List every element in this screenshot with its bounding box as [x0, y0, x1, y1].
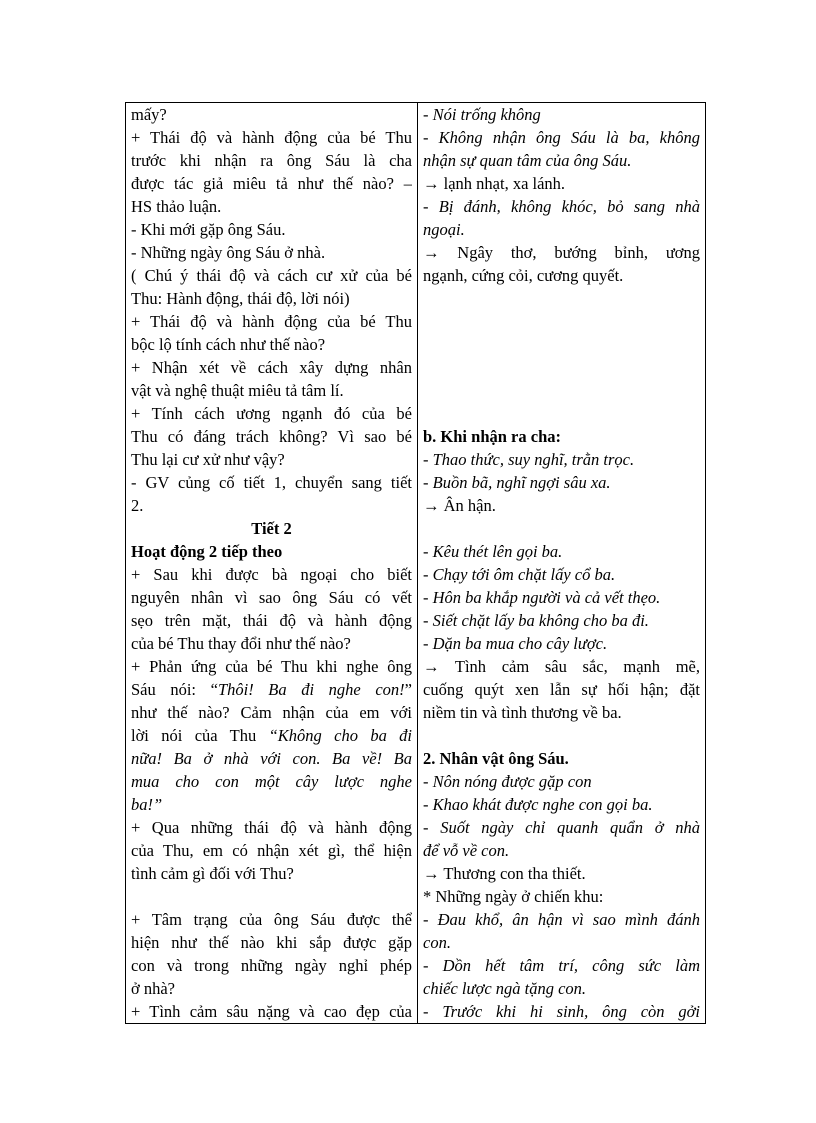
right_column-line: → lạnh nhạt, xa lánh. [423, 174, 566, 193]
right_column-line: - Trước khi hi sinh, ông còn gởi [423, 1002, 700, 1021]
right_column-line: - Hôn ba khắp người và cả vết thẹo. [423, 588, 661, 607]
left_column-line: trước khi nhận ra ông Sáu là cha [131, 151, 412, 170]
right_column-line: - Không nhận ông Sáu là ba, không [423, 128, 700, 147]
right_column-line [423, 356, 700, 379]
left_column-line: tình cảm gì đối với Thu? [131, 864, 294, 883]
right_column-line: → Ân hận. [423, 496, 496, 515]
left_column-line: + Qua những thái độ và hành động [131, 818, 412, 837]
right_column-line: - Đau khổ, ân hận vì sao mình đánh [423, 910, 700, 929]
left_column-line: nữa! Ba ở nhà với con. Ba về! Ba [131, 749, 412, 768]
teacher-activity-column [126, 103, 418, 1024]
right_column-line [423, 379, 700, 402]
right_column-line: - Buồn bã, nghĩ ngợi sâu xa. [423, 473, 611, 492]
left_column-line: của Thu, em có nhận xét gì, thể hiện [131, 841, 412, 860]
left_column-line: + Tình cảm sâu nặng và cao đẹp của [131, 1002, 412, 1021]
right_column-line: con. [423, 933, 451, 952]
left_column-line: - GV củng cố tiết 1, chuyển sang tiết [131, 473, 412, 492]
left_column-line: hiện như thế nào khi sắp được gặp [131, 933, 412, 952]
right_column-line: → Ngây thơ, bướng bỉnh, ương [423, 243, 700, 262]
left_column-line: như thế nào? Cảm nhận của em với [131, 703, 412, 722]
right_column-line: - Siết chặt lấy ba không cho ba đi. [423, 611, 649, 630]
right_column-line [423, 724, 700, 747]
left_column-line: Thu: Hành động, thái độ, lời nói) [131, 289, 350, 308]
right_column-line: → Thương con tha thiết. [423, 864, 586, 883]
left_column-line: + Sau khi được bà ngoại cho biết [131, 565, 412, 584]
left_column-line [131, 885, 412, 908]
right_column-line: để vỗ về con. [423, 841, 510, 860]
left_column-line: - Những ngày ông Sáu ở nhà. [131, 243, 326, 262]
left_column-line: Hoạt động 2 tiếp theo [131, 542, 283, 561]
left_column-line: của bé Thu thay đổi như thế nào? [131, 634, 351, 653]
left_column-line: + Thái độ và hành động của bé Thu [131, 312, 412, 331]
right_column-line: - Nói trống không [423, 105, 541, 124]
right_column-line: - Khao khát được nghe con gọi ba. [423, 795, 653, 814]
left_column-line: + Thái độ và hành động của bé Thu [131, 128, 412, 147]
left_column-line: Thu có đáng trách không? Vì sao bé [131, 427, 412, 446]
left_column-line: mua cho con một cây lược nghe [131, 772, 412, 791]
table-row [126, 103, 706, 1024]
right_column-line: 2. Nhân vật ông Sáu. [423, 749, 569, 768]
right_column-line: chiếc lược ngà tặng con. [423, 979, 587, 998]
right_column-line: cuống quýt xen lẫn sự hối hận; đặt [423, 680, 700, 699]
content-column [418, 103, 706, 1024]
right_column-line: ngoại. [423, 220, 465, 239]
left_column-line: lời nói của Thu “Không cho ba đi [131, 726, 412, 745]
left_column-line: + Phản ứng của bé Thu khi nghe ông [131, 657, 412, 676]
left_column-line: + Tâm trạng của ông Sáu được thể [131, 910, 412, 929]
left_column-line: + Tính cách ương ngạnh đó của bé [131, 404, 412, 423]
right_column-line: - Dồn hết tâm trí, công sức làm [423, 956, 700, 975]
left_column-line: ( Chú ý thái độ và cách cư xử của bé [131, 266, 412, 285]
right_column-line: b. Khi nhận ra cha: [423, 427, 561, 446]
left_column-line: Sáu nói: “Thôi! Ba đi nghe con!” [131, 680, 412, 699]
left_column-line: nguyên nhân vì sao ông Sáu có vết [131, 588, 412, 607]
left_column-line: - Khi mới gặp ông Sáu. [131, 220, 286, 239]
right_column-line: - Chạy tới ôm chặt lấy cổ ba. [423, 565, 616, 584]
left_column-line: HS thảo luận. [131, 197, 222, 216]
left_column-line: bộc lộ tính cách như thế nào? [131, 335, 326, 354]
left_column-line: Tiết 2 [251, 519, 292, 538]
right_column-line [423, 333, 700, 356]
right_column-line [423, 310, 700, 333]
right_column-line [423, 517, 700, 540]
right_column-line [423, 402, 700, 425]
left_column-line: Thu lại cư xử như vậy? [131, 450, 285, 469]
left_column-line: + Nhận xét về cách xây dựng nhân [131, 358, 412, 377]
left_column-line: ở nhà? [131, 979, 175, 998]
right_column-line: ngạnh, cứng cỏi, cương quyết. [423, 266, 624, 285]
right_column-line: - Kêu thét lên gọi ba. [423, 542, 563, 561]
left_column-line: được tác giả miêu tả như thế nào? – [131, 174, 412, 193]
right_column-line [423, 287, 700, 310]
right_column-line: - Thao thức, suy nghĩ, trằn trọc. [423, 450, 635, 469]
right_column-line: * Những ngày ở chiến khu: [423, 887, 604, 906]
right_column-line: niềm tin và tình thương về ba. [423, 703, 622, 722]
right_column-line: nhận sự quan tâm của ông Sáu. [423, 151, 632, 170]
left_column-line: ba!” [131, 795, 163, 814]
lesson-plan-table [125, 102, 706, 1024]
left_column-line: mấy? [131, 105, 167, 124]
right_column-line: - Nôn nóng được gặp con [423, 772, 592, 791]
left_column-line: con và trong những ngày nghỉ phép [131, 956, 412, 975]
right_column-line: - Bị đánh, không khóc, bỏ sang nhà [423, 197, 700, 216]
left_column-line: vật và nghệ thuật miêu tả tâm lí. [131, 381, 344, 400]
right_column-line: - Suốt ngày chỉ quanh quẩn ở nhà [423, 818, 700, 837]
left_column-line: 2. [131, 496, 144, 515]
left_column-line: sẹo trên mặt, thái độ và hành động [131, 611, 412, 630]
right_column-line: → Tình cảm sâu sắc, mạnh mẽ, [423, 657, 700, 676]
right_column-line: - Dặn ba mua cho cây lược. [423, 634, 608, 653]
